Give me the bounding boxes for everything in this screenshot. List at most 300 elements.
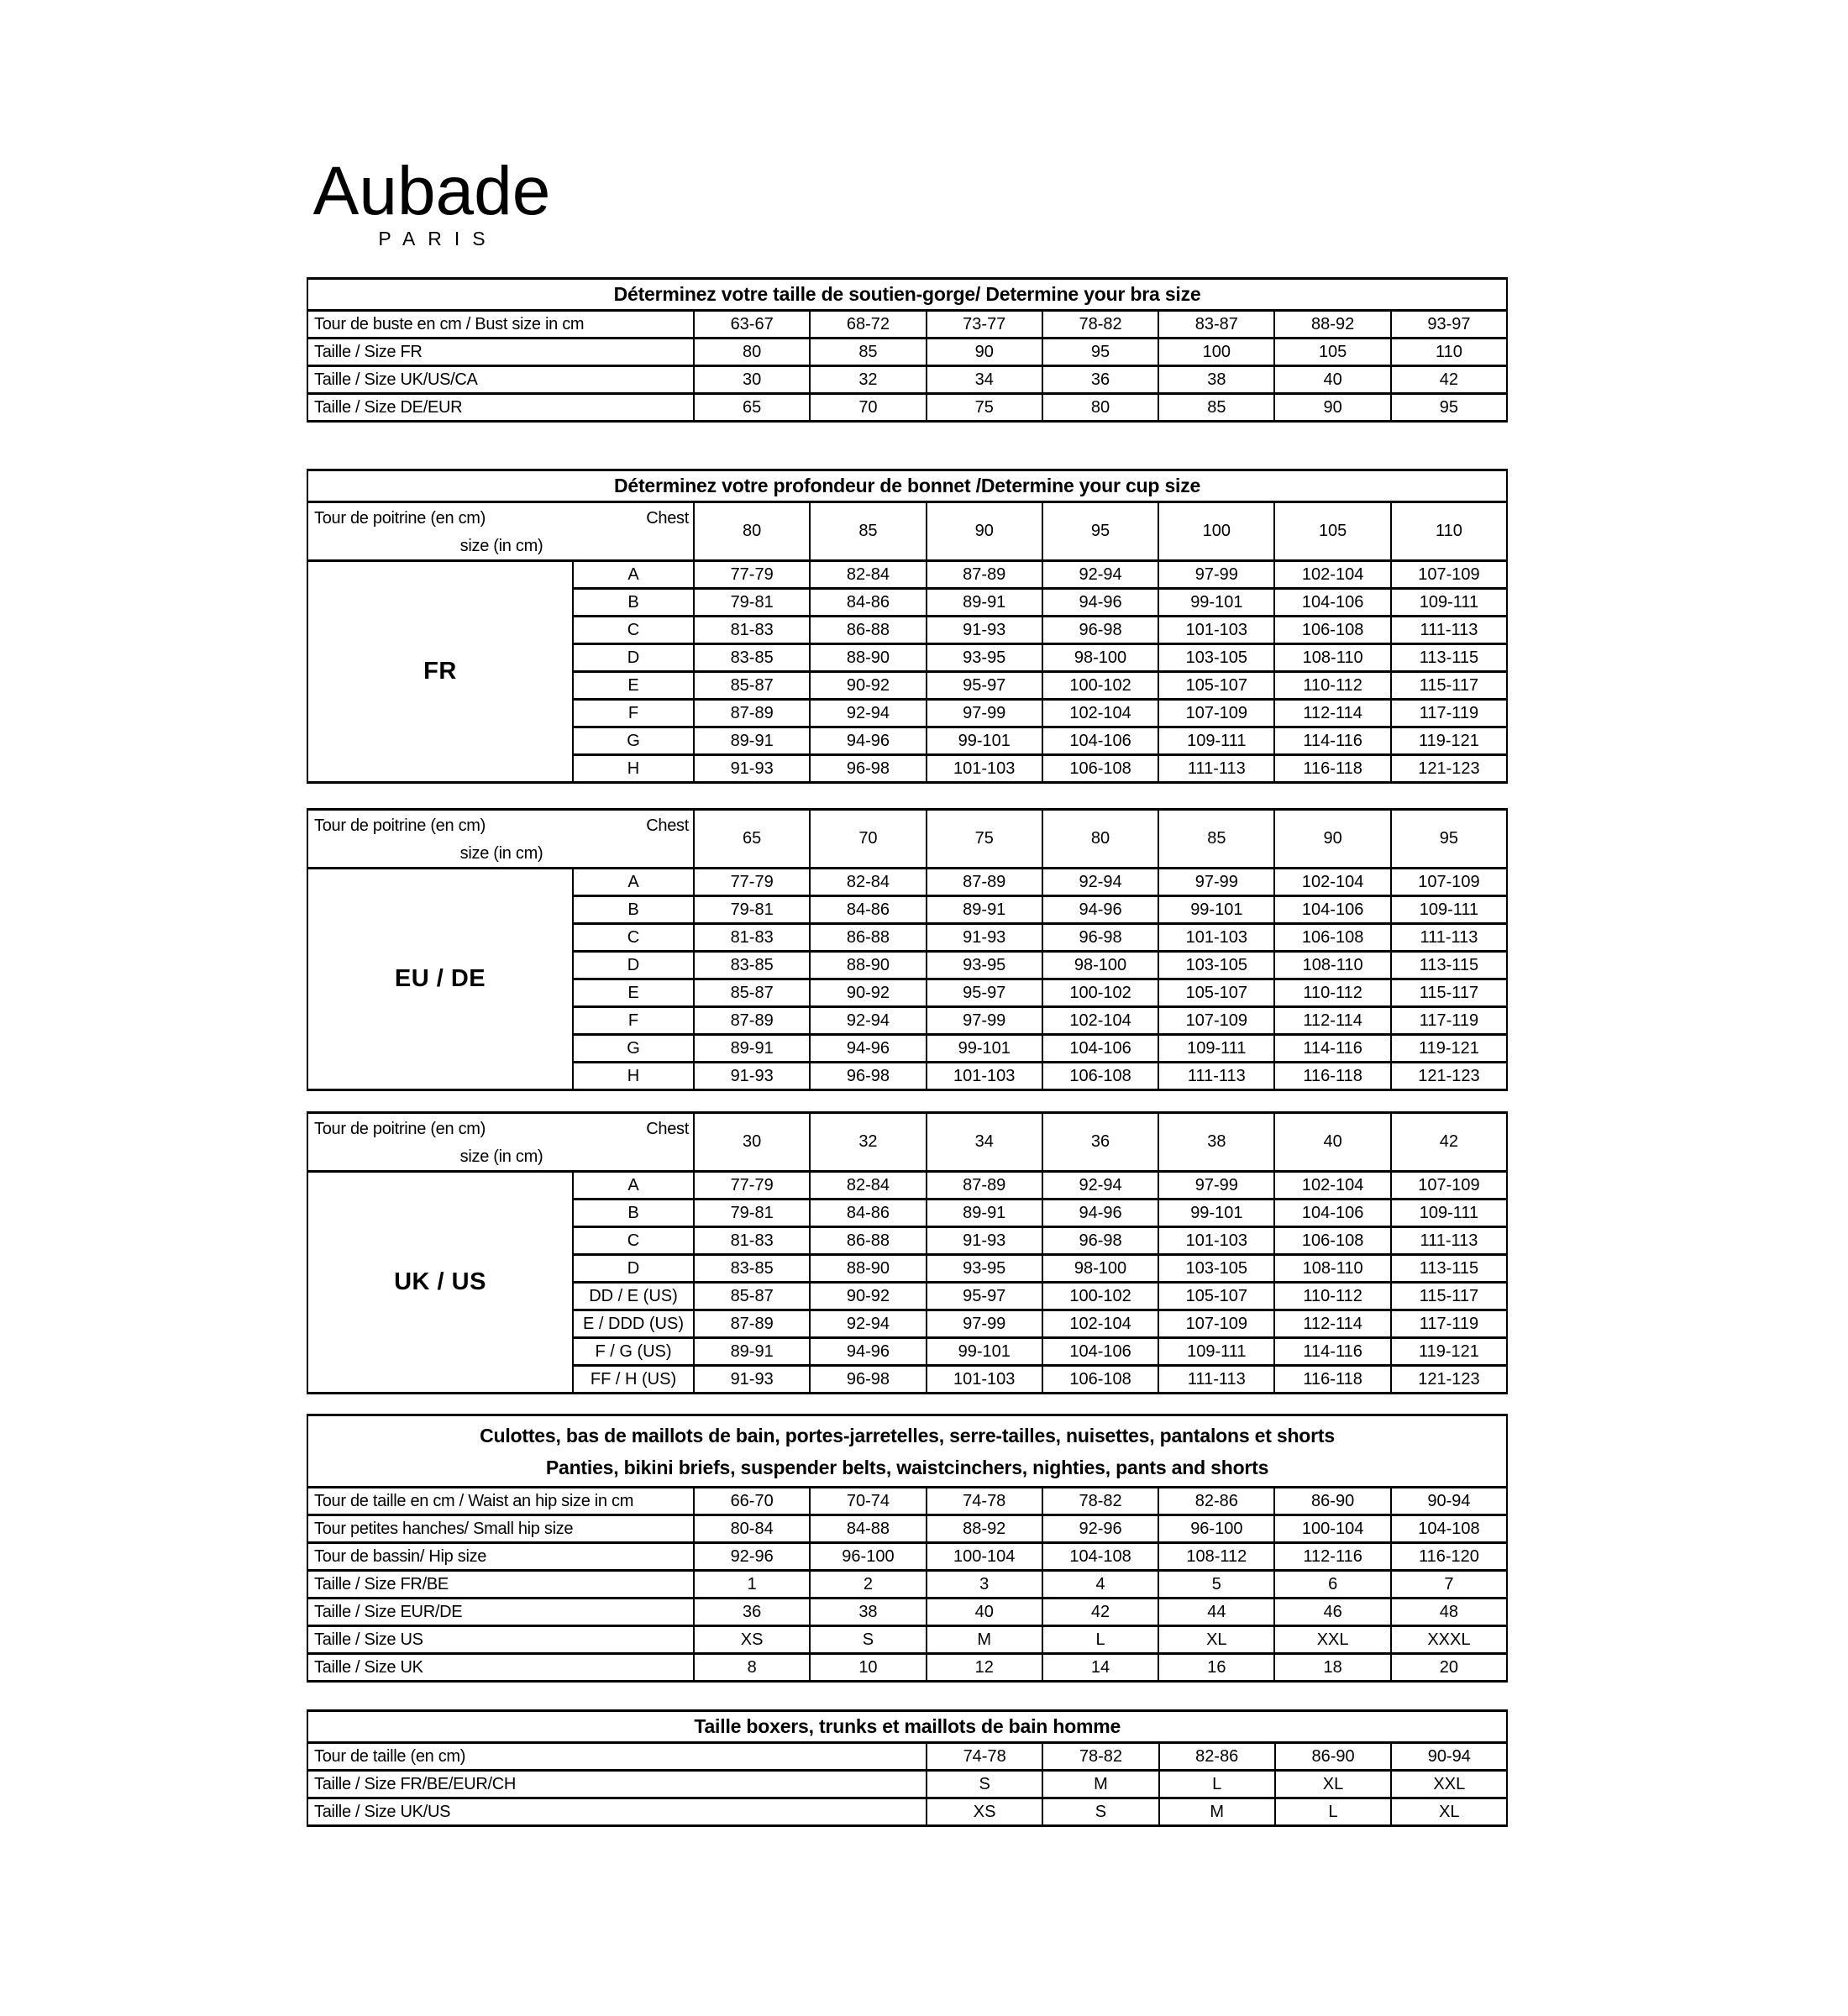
size-value: 40 <box>927 1599 1042 1626</box>
size-value: 34 <box>927 366 1042 394</box>
chest-range-value: 89-91 <box>927 896 1042 924</box>
chest-range-value: 109-111 <box>1158 727 1274 755</box>
chest-range-value: 115-117 <box>1391 1283 1507 1310</box>
chest-range-value: 85-87 <box>694 1283 810 1310</box>
chest-range-value: 95-97 <box>927 979 1042 1007</box>
size-value: 4 <box>1042 1571 1158 1599</box>
size-value: 84-88 <box>810 1515 926 1543</box>
chest-range-value: 82-84 <box>810 869 926 896</box>
size-value: 80 <box>694 339 810 366</box>
cup-label: A <box>573 561 694 589</box>
cup-label: G <box>573 1035 694 1063</box>
table-row <box>307 311 1507 339</box>
chest-range-value: 97-99 <box>927 1310 1042 1338</box>
chest-range-value: 88-90 <box>810 952 926 979</box>
chest-range-value: 106-108 <box>1274 1227 1390 1255</box>
chest-range-value: 92-94 <box>1042 561 1158 589</box>
chest-range-value: 86-88 <box>810 617 926 644</box>
chest-range-value: 121-123 <box>1391 1063 1507 1090</box>
size-value: 7 <box>1391 1571 1507 1599</box>
cup-label: F / G (US) <box>573 1338 694 1366</box>
size-value: 96-100 <box>810 1543 926 1571</box>
row-label: Taille / Size UK <box>307 1654 694 1682</box>
row-label: Taille / Size FR/BE <box>307 1571 694 1599</box>
cup-label: C <box>573 1227 694 1255</box>
chest-range-value: 115-117 <box>1391 672 1507 700</box>
chest-range-value: 94-96 <box>1042 1200 1158 1227</box>
bra-table-title: Déterminez votre taille de soutien-gorge/ Determine your bra size <box>307 279 1507 311</box>
chest-range-value: 99-101 <box>927 1035 1042 1063</box>
brand-city: PARIS <box>378 228 498 250</box>
chest-range-value: 90-92 <box>810 1283 926 1310</box>
chest-range-value: 109-111 <box>1158 1338 1274 1366</box>
table-row <box>307 1771 1507 1798</box>
size-value: S <box>927 1771 1042 1798</box>
chest-range-value: 96-98 <box>1042 617 1158 644</box>
chest-range-value: 99-101 <box>1158 1200 1274 1227</box>
chest-range-value: 96-98 <box>1042 1227 1158 1255</box>
chest-range-value: 102-104 <box>1274 1172 1390 1200</box>
chest-range-value: 79-81 <box>694 1200 810 1227</box>
row-label: Taille / Size US <box>307 1626 694 1654</box>
chest-range-value: 87-89 <box>694 1310 810 1338</box>
size-value: 44 <box>1158 1599 1274 1626</box>
chest-range-value: 85-87 <box>694 979 810 1007</box>
bottoms-size-table <box>307 1414 1508 1683</box>
size-value: XS <box>694 1626 810 1654</box>
chest-range-value: 82-84 <box>810 1172 926 1200</box>
corner-line <box>314 816 689 836</box>
size-value: L <box>1159 1771 1275 1798</box>
chest-range-value: 84-86 <box>810 589 926 617</box>
chest-range-value: 121-123 <box>1391 755 1507 783</box>
size-value: 93-97 <box>1391 311 1507 339</box>
size-value: S <box>810 1626 926 1654</box>
chest-range-value: 92-94 <box>1042 1172 1158 1200</box>
table-row <box>307 1626 1507 1654</box>
cup-size-table-eu-de <box>307 808 1508 1091</box>
chest-range-value: 113-115 <box>1391 1255 1507 1283</box>
bottoms-title <box>307 1415 1507 1488</box>
chest-range-value: 112-114 <box>1274 1310 1390 1338</box>
chest-range-value: 83-85 <box>694 952 810 979</box>
chest-range-value: 77-79 <box>694 561 810 589</box>
cup-label: C <box>573 617 694 644</box>
chest-range-value: 116-118 <box>1274 1063 1390 1090</box>
size-value: 96-100 <box>1158 1515 1274 1543</box>
chest-range-value: 109-111 <box>1391 1200 1507 1227</box>
size-value: 70 <box>810 394 926 422</box>
row-label: Taille / Size FR/BE/EUR/CH <box>307 1771 927 1798</box>
size-value: XXL <box>1274 1626 1390 1654</box>
bottoms-title-fr: Culottes, bas de maillots de bain, portes-jarretelles, serre-tailles, nuisettes, pantalons et shorts <box>480 1425 1335 1446</box>
row-label: Tour de bassin/ Hip size <box>307 1543 694 1571</box>
cup-size-table-fr <box>307 469 1508 784</box>
chest-range-value: 79-81 <box>694 896 810 924</box>
chest-label: Chest <box>646 1120 689 1138</box>
band-size-header: 85 <box>810 502 926 561</box>
size-value: XS <box>927 1798 1042 1826</box>
cup-corner-cell <box>307 1113 694 1172</box>
cup-label: B <box>573 896 694 924</box>
size-value: 92-96 <box>694 1543 810 1571</box>
size-value: 8 <box>694 1654 810 1682</box>
size-value: XL <box>1158 1626 1274 1654</box>
band-size-header: 80 <box>694 502 810 561</box>
cup-label: F <box>573 1007 694 1035</box>
size-value: 80 <box>1042 394 1158 422</box>
table-row <box>307 869 1507 896</box>
chest-range-value: 87-89 <box>927 1172 1042 1200</box>
chest-range-value: 86-88 <box>810 924 926 952</box>
chest-range-value: 107-109 <box>1158 700 1274 727</box>
chest-range-value: 119-121 <box>1391 1035 1507 1063</box>
size-value: 116-120 <box>1391 1543 1507 1571</box>
chest-range-value: 99-101 <box>1158 589 1274 617</box>
table-row <box>307 1172 1507 1200</box>
size-value: 63-67 <box>694 311 810 339</box>
size-value: 82-86 <box>1158 1488 1274 1515</box>
region-label: FR <box>307 561 573 783</box>
chest-range-value: 104-106 <box>1042 727 1158 755</box>
size-value: 112-116 <box>1274 1543 1390 1571</box>
chest-range-value: 96-98 <box>810 1366 926 1394</box>
size-value: XL <box>1275 1771 1391 1798</box>
chest-range-value: 93-95 <box>927 952 1042 979</box>
size-value: 36 <box>1042 366 1158 394</box>
band-size-header: 32 <box>810 1113 926 1172</box>
chest-range-value: 105-107 <box>1158 1283 1274 1310</box>
table-row <box>307 394 1507 422</box>
chest-range-value: 91-93 <box>694 1063 810 1090</box>
chest-range-value: 114-116 <box>1274 1338 1390 1366</box>
size-value: M <box>927 1626 1042 1654</box>
chest-range-value: 81-83 <box>694 924 810 952</box>
corner-line <box>314 1120 689 1139</box>
chest-range-value: 89-91 <box>927 589 1042 617</box>
cup-label: A <box>573 869 694 896</box>
cup-label: D <box>573 644 694 672</box>
size-value: 48 <box>1391 1599 1507 1626</box>
chest-range-value: 87-89 <box>694 1007 810 1035</box>
chest-range-value: 96-98 <box>810 755 926 783</box>
size-value: 88-92 <box>1274 311 1390 339</box>
chest-range-value: 91-93 <box>694 755 810 783</box>
chest-range-value: 107-109 <box>1391 561 1507 589</box>
chest-range-value: 97-99 <box>1158 869 1274 896</box>
size-value: 90-94 <box>1391 1488 1507 1515</box>
size-value: 82-86 <box>1159 1743 1275 1771</box>
cup-label: H <box>573 755 694 783</box>
size-value: 6 <box>1274 1571 1390 1599</box>
chest-range-value: 116-118 <box>1274 1366 1390 1394</box>
chest-range-value: 104-106 <box>1274 589 1390 617</box>
size-value: 90 <box>927 339 1042 366</box>
cup-table-title: Déterminez votre profondeur de bonnet /Determine your cup size <box>307 470 1507 502</box>
chest-range-value: 111-113 <box>1391 1227 1507 1255</box>
size-value: 86-90 <box>1274 1488 1390 1515</box>
chest-range-value: 89-91 <box>927 1200 1042 1227</box>
band-size-header: 90 <box>927 502 1042 561</box>
chest-range-value: 117-119 <box>1391 700 1507 727</box>
chest-range-value: 96-98 <box>810 1063 926 1090</box>
chest-range-value: 93-95 <box>927 644 1042 672</box>
chest-measure-en-label: size (in cm) <box>459 537 543 555</box>
corner-line <box>314 509 689 528</box>
chest-range-value: 111-113 <box>1391 924 1507 952</box>
chest-range-value: 77-79 <box>694 869 810 896</box>
size-value: 18 <box>1274 1654 1390 1682</box>
chest-range-value: 79-81 <box>694 589 810 617</box>
size-value: 100-104 <box>1274 1515 1390 1543</box>
chest-range-value: 100-102 <box>1042 1283 1158 1310</box>
chest-range-value: 97-99 <box>1158 561 1274 589</box>
table-row <box>307 1113 1507 1172</box>
table-row <box>307 1743 1507 1771</box>
chest-measure-en-label: size (in cm) <box>459 844 543 863</box>
chest-range-value: 119-121 <box>1391 727 1507 755</box>
size-value: 32 <box>810 366 926 394</box>
chest-range-value: 101-103 <box>927 1063 1042 1090</box>
cup-label: FF / H (US) <box>573 1366 694 1394</box>
chest-range-value: 82-84 <box>810 561 926 589</box>
size-value: 42 <box>1042 1599 1158 1626</box>
chest-range-value: 91-93 <box>927 924 1042 952</box>
chest-measure-fr-label: Tour de poitrine (en cm) <box>314 1120 486 1138</box>
row-label: Taille / Size UK/US <box>307 1798 927 1826</box>
size-value: 100-104 <box>927 1543 1042 1571</box>
chest-range-value: 94-96 <box>810 1338 926 1366</box>
size-value: 73-77 <box>927 311 1042 339</box>
row-label: Tour de buste en cm / Bust size in cm <box>307 311 694 339</box>
chest-range-value: 103-105 <box>1158 952 1274 979</box>
size-value: 78-82 <box>1042 311 1158 339</box>
size-value: M <box>1159 1798 1275 1826</box>
size-value: M <box>1042 1771 1158 1798</box>
chest-range-value: 88-90 <box>810 1255 926 1283</box>
chest-range-value: 111-113 <box>1158 755 1274 783</box>
cup-label: DD / E (US) <box>573 1283 694 1310</box>
cup-label: F <box>573 700 694 727</box>
chest-range-value: 110-112 <box>1274 672 1390 700</box>
chest-range-value: 100-102 <box>1042 979 1158 1007</box>
chest-measure-fr-label: Tour de poitrine (en cm) <box>314 816 486 835</box>
chest-range-value: 104-106 <box>1274 896 1390 924</box>
band-size-header: 75 <box>927 810 1042 869</box>
size-value: 90-94 <box>1391 1743 1507 1771</box>
size-value: 1 <box>694 1571 810 1599</box>
size-value: 95 <box>1042 339 1158 366</box>
chest-range-value: 97-99 <box>927 700 1042 727</box>
chest-range-value: 106-108 <box>1042 1063 1158 1090</box>
chest-range-value: 108-110 <box>1274 952 1390 979</box>
table-row <box>307 1543 1507 1571</box>
chest-range-value: 92-94 <box>1042 869 1158 896</box>
table-row <box>307 502 1507 561</box>
table-row <box>307 1711 1507 1743</box>
size-value: 65 <box>694 394 810 422</box>
chest-range-value: 89-91 <box>694 1338 810 1366</box>
table-row <box>307 366 1507 394</box>
chest-range-value: 91-93 <box>927 1227 1042 1255</box>
size-value: XL <box>1391 1798 1507 1826</box>
band-size-header: 65 <box>694 810 810 869</box>
size-value: L <box>1042 1626 1158 1654</box>
band-size-header: 90 <box>1274 810 1390 869</box>
cup-label: D <box>573 1255 694 1283</box>
size-value: 75 <box>927 394 1042 422</box>
chest-range-value: 99-101 <box>927 1338 1042 1366</box>
size-value: 80-84 <box>694 1515 810 1543</box>
chest-range-value: 84-86 <box>810 1200 926 1227</box>
region-label: UK / US <box>307 1172 573 1394</box>
size-value: 30 <box>694 366 810 394</box>
size-value: 38 <box>810 1599 926 1626</box>
chest-range-value: 86-88 <box>810 1227 926 1255</box>
table-row <box>307 279 1507 311</box>
size-value: 104-108 <box>1391 1515 1507 1543</box>
size-value: 40 <box>1274 366 1390 394</box>
table-row <box>307 339 1507 366</box>
chest-range-value: 109-111 <box>1158 1035 1274 1063</box>
chest-range-value: 91-93 <box>927 617 1042 644</box>
row-label: Taille / Size FR <box>307 339 694 366</box>
chest-range-value: 109-111 <box>1391 589 1507 617</box>
chest-range-value: 107-109 <box>1158 1007 1274 1035</box>
size-value: 20 <box>1391 1654 1507 1682</box>
chest-range-value: 112-114 <box>1274 1007 1390 1035</box>
chest-label: Chest <box>646 816 689 835</box>
chest-range-value: 121-123 <box>1391 1366 1507 1394</box>
chest-range-value: 97-99 <box>1158 1172 1274 1200</box>
table-row <box>307 1571 1507 1599</box>
chest-range-value: 90-92 <box>810 672 926 700</box>
chest-range-value: 102-104 <box>1042 1310 1158 1338</box>
cup-label: E / DDD (US) <box>573 1310 694 1338</box>
chest-range-value: 101-103 <box>927 1366 1042 1394</box>
table-row <box>307 1415 1507 1488</box>
chest-range-value: 117-119 <box>1391 1007 1507 1035</box>
size-value: 83-87 <box>1158 311 1274 339</box>
size-value: 74-78 <box>927 1743 1042 1771</box>
size-value: 66-70 <box>694 1488 810 1515</box>
size-value: 42 <box>1391 366 1507 394</box>
chest-range-value: 81-83 <box>694 617 810 644</box>
chest-label: Chest <box>646 509 689 528</box>
chest-range-value: 97-99 <box>927 1007 1042 1035</box>
chest-range-value: 87-89 <box>927 561 1042 589</box>
chest-range-value: 107-109 <box>1391 1172 1507 1200</box>
chest-range-value: 108-110 <box>1274 644 1390 672</box>
chest-range-value: 100-102 <box>1042 672 1158 700</box>
chest-range-value: 89-91 <box>694 727 810 755</box>
cup-label: H <box>573 1063 694 1090</box>
chest-range-value: 112-114 <box>1274 700 1390 727</box>
chest-range-value: 111-113 <box>1391 617 1507 644</box>
band-size-header: 36 <box>1042 1113 1158 1172</box>
cup-corner-cell <box>307 502 694 561</box>
size-value: 108-112 <box>1158 1543 1274 1571</box>
chest-range-value: 111-113 <box>1158 1063 1274 1090</box>
row-label: Tour de taille (en cm) <box>307 1743 927 1771</box>
chest-range-value: 102-104 <box>1274 561 1390 589</box>
chest-measure-en-label: size (in cm) <box>459 1147 543 1166</box>
size-value: 110 <box>1391 339 1507 366</box>
chest-range-value: 98-100 <box>1042 952 1158 979</box>
size-value: 85 <box>1158 394 1274 422</box>
chest-range-value: 87-89 <box>927 869 1042 896</box>
band-size-header: 80 <box>1042 810 1158 869</box>
row-label: Tour petites hanches/ Small hip size <box>307 1515 694 1543</box>
size-value: 90 <box>1274 394 1390 422</box>
chest-range-value: 109-111 <box>1391 896 1507 924</box>
chest-range-value: 102-104 <box>1042 1007 1158 1035</box>
size-value: 86-90 <box>1275 1743 1391 1771</box>
band-size-header: 95 <box>1042 502 1158 561</box>
brand-logo <box>305 155 559 250</box>
chest-range-value: 110-112 <box>1274 1283 1390 1310</box>
chest-range-value: 119-121 <box>1391 1338 1507 1366</box>
chest-range-value: 94-96 <box>1042 896 1158 924</box>
size-value: 70-74 <box>810 1488 926 1515</box>
row-label: Taille / Size DE/EUR <box>307 394 694 422</box>
band-size-header: 95 <box>1391 810 1507 869</box>
cup-label: E <box>573 979 694 1007</box>
row-label: Taille / Size EUR/DE <box>307 1599 694 1626</box>
table-row <box>307 470 1507 502</box>
chest-range-value: 104-106 <box>1042 1338 1158 1366</box>
size-value: 5 <box>1158 1571 1274 1599</box>
size-value: 14 <box>1042 1654 1158 1682</box>
chest-range-value: 85-87 <box>694 672 810 700</box>
chest-range-value: 110-112 <box>1274 979 1390 1007</box>
chest-range-value: 114-116 <box>1274 1035 1390 1063</box>
chest-range-value: 101-103 <box>1158 617 1274 644</box>
chest-range-value: 77-79 <box>694 1172 810 1200</box>
chest-range-value: 104-106 <box>1042 1035 1158 1063</box>
size-value: 92-96 <box>1042 1515 1158 1543</box>
chest-range-value: 89-91 <box>694 1035 810 1063</box>
chest-range-value: 116-118 <box>1274 755 1390 783</box>
chest-range-value: 95-97 <box>927 672 1042 700</box>
chest-measure-fr-label: Tour de poitrine (en cm) <box>314 509 486 528</box>
band-size-header: 40 <box>1274 1113 1390 1172</box>
chest-range-value: 106-108 <box>1274 924 1390 952</box>
row-label: Taille / Size UK/US/CA <box>307 366 694 394</box>
size-value: 105 <box>1274 339 1390 366</box>
chest-range-value: 101-103 <box>927 755 1042 783</box>
cup-label: B <box>573 1200 694 1227</box>
table-row <box>307 1599 1507 1626</box>
chest-range-value: 95-97 <box>927 1283 1042 1310</box>
size-value: 88-92 <box>927 1515 1042 1543</box>
size-value: 78-82 <box>1042 1488 1158 1515</box>
size-value: 3 <box>927 1571 1042 1599</box>
men-table-title: Taille boxers, trunks et maillots de bain homme <box>307 1711 1507 1743</box>
size-value: 36 <box>694 1599 810 1626</box>
table-row <box>307 1798 1507 1826</box>
chest-range-value: 103-105 <box>1158 644 1274 672</box>
chest-range-value: 91-93 <box>694 1366 810 1394</box>
chest-range-value: 88-90 <box>810 644 926 672</box>
chest-range-value: 87-89 <box>694 700 810 727</box>
chest-range-value: 107-109 <box>1158 1310 1274 1338</box>
chest-range-value: 102-104 <box>1274 869 1390 896</box>
men-size-table <box>307 1709 1508 1827</box>
cup-label: C <box>573 924 694 952</box>
table-row <box>307 561 1507 589</box>
size-value: 85 <box>810 339 926 366</box>
